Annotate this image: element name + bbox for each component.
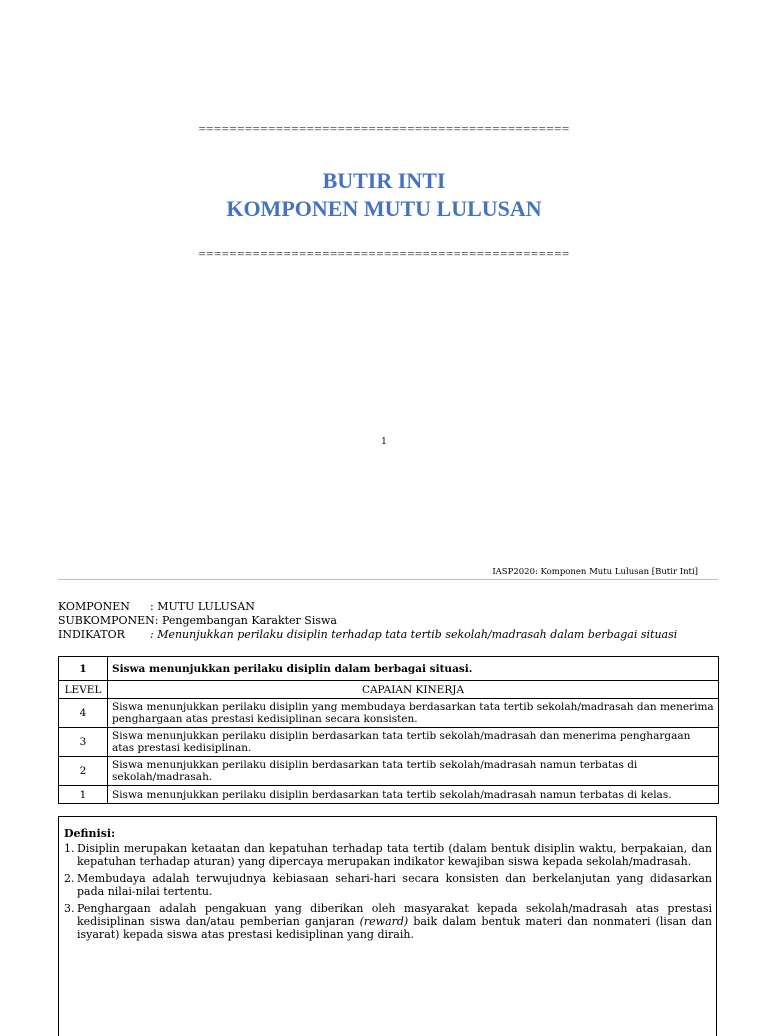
list-item (64, 872, 712, 898)
indikator-label: INDIKATOR (58, 628, 125, 641)
definisi-title: Definisi: (64, 827, 116, 840)
definisi-box (58, 816, 717, 1036)
meta-indikator (58, 628, 677, 642)
cover-title-line1: BUTIR INTI (322, 168, 446, 193)
butir-title: Siswa menunjukkan perilaku disiplin dalam berbagai situasi. (108, 657, 719, 681)
row-level: 2 (59, 757, 108, 786)
subkomponen-label: SUBKOMPONEN (58, 614, 155, 627)
item-text: Membudaya adalah terwujudnya kebiasaan sehari-hari secara konsisten dan berkelanjutan yang didasarkan pada nilai-nilai tertentu. (77, 872, 712, 898)
page-number: 1 (381, 437, 387, 447)
meta-subkomponen (58, 614, 677, 628)
row-text: Siswa menunjukkan perilaku disiplin berdasarkan tata tertib sekolah/madrasah dan menerima penghargaan atas prestasi kedisiplinan. (108, 728, 719, 757)
row-level: 4 (59, 699, 108, 728)
table-row (59, 699, 719, 728)
row-text: Siswa menunjukkan perilaku disiplin yang membudaya berdasarkan tata tertib sekolah/madrasah dan menerima penghargaan atas prestasi kedisiplinan secara konsisten. (108, 699, 719, 728)
cover-title-line2: KOMPONEN MUTU LULUSAN (226, 196, 542, 221)
table-butir-row (59, 657, 719, 681)
table-row (59, 728, 719, 757)
subkomponen-value: : Pengembangan Karakter Siswa (154, 614, 337, 627)
item-text: Disiplin merupakan ketaatan dan kepatuhan terhadap tata tertib (dalam bentuk disiplin waktu, berpakaian, dan kepatuhan terhadap aturan) yang dipercaya merupakan indikator kewajiban siswa kepada sekolah/madrasah. (77, 842, 712, 868)
list-item (64, 842, 712, 868)
meta-block (58, 600, 677, 642)
table-row (59, 757, 719, 786)
item-number: 1. (64, 842, 75, 855)
item-text-a: Penghargaan adalah pengakuan yang diberikan oleh masyarakat kepada sekolah/madrasah atas prestasi kedisiplinan siswa dan/atau pemberian ganjaran (77, 902, 712, 928)
butir-number: 1 (59, 657, 108, 681)
item-text-b: baik dalam bentuk materi dan nonmateri (lisan dan isyarat) kepada siswa atas prestasi kedisiplinan yang diraih. (77, 915, 713, 941)
running-header: IASP2020: Komponen Mutu Lulusan [Butir Inti] (492, 567, 698, 577)
header-divider (58, 579, 718, 580)
separator-bottom: ================================================ (198, 246, 570, 261)
komponen-label: KOMPONEN (58, 600, 130, 613)
meta-komponen (58, 600, 677, 614)
row-text: Siswa menunjukkan perilaku disiplin berdasarkan tata tertib sekolah/madrasah namun terbatas di sekolah/madrasah. (108, 757, 719, 786)
row-level: 1 (59, 786, 108, 804)
indikator-value: : Menunjukkan perilaku disiplin terhadap tata tertib sekolah/madrasah dalam berbagai situasi (150, 628, 678, 641)
definisi-list (64, 842, 712, 941)
capaian-kinerja-table (58, 656, 719, 804)
item-number: 2. (64, 872, 75, 885)
separator-top: ================================================ (198, 121, 570, 136)
row-text: Siswa menunjukkan perilaku disiplin berdasarkan tata tertib sekolah/madrasah namun terbatas di kelas. (108, 786, 719, 804)
capaian-header: CAPAIAN KINERJA (108, 681, 719, 699)
row-level: 3 (59, 728, 108, 757)
item-number: 3. (64, 902, 75, 915)
list-item (64, 902, 712, 941)
table-row (59, 786, 719, 804)
komponen-value: : MUTU LULUSAN (150, 600, 255, 613)
table-header-row (59, 681, 719, 699)
item-text-italic: (reward) (359, 915, 409, 928)
level-header: LEVEL (59, 681, 108, 699)
